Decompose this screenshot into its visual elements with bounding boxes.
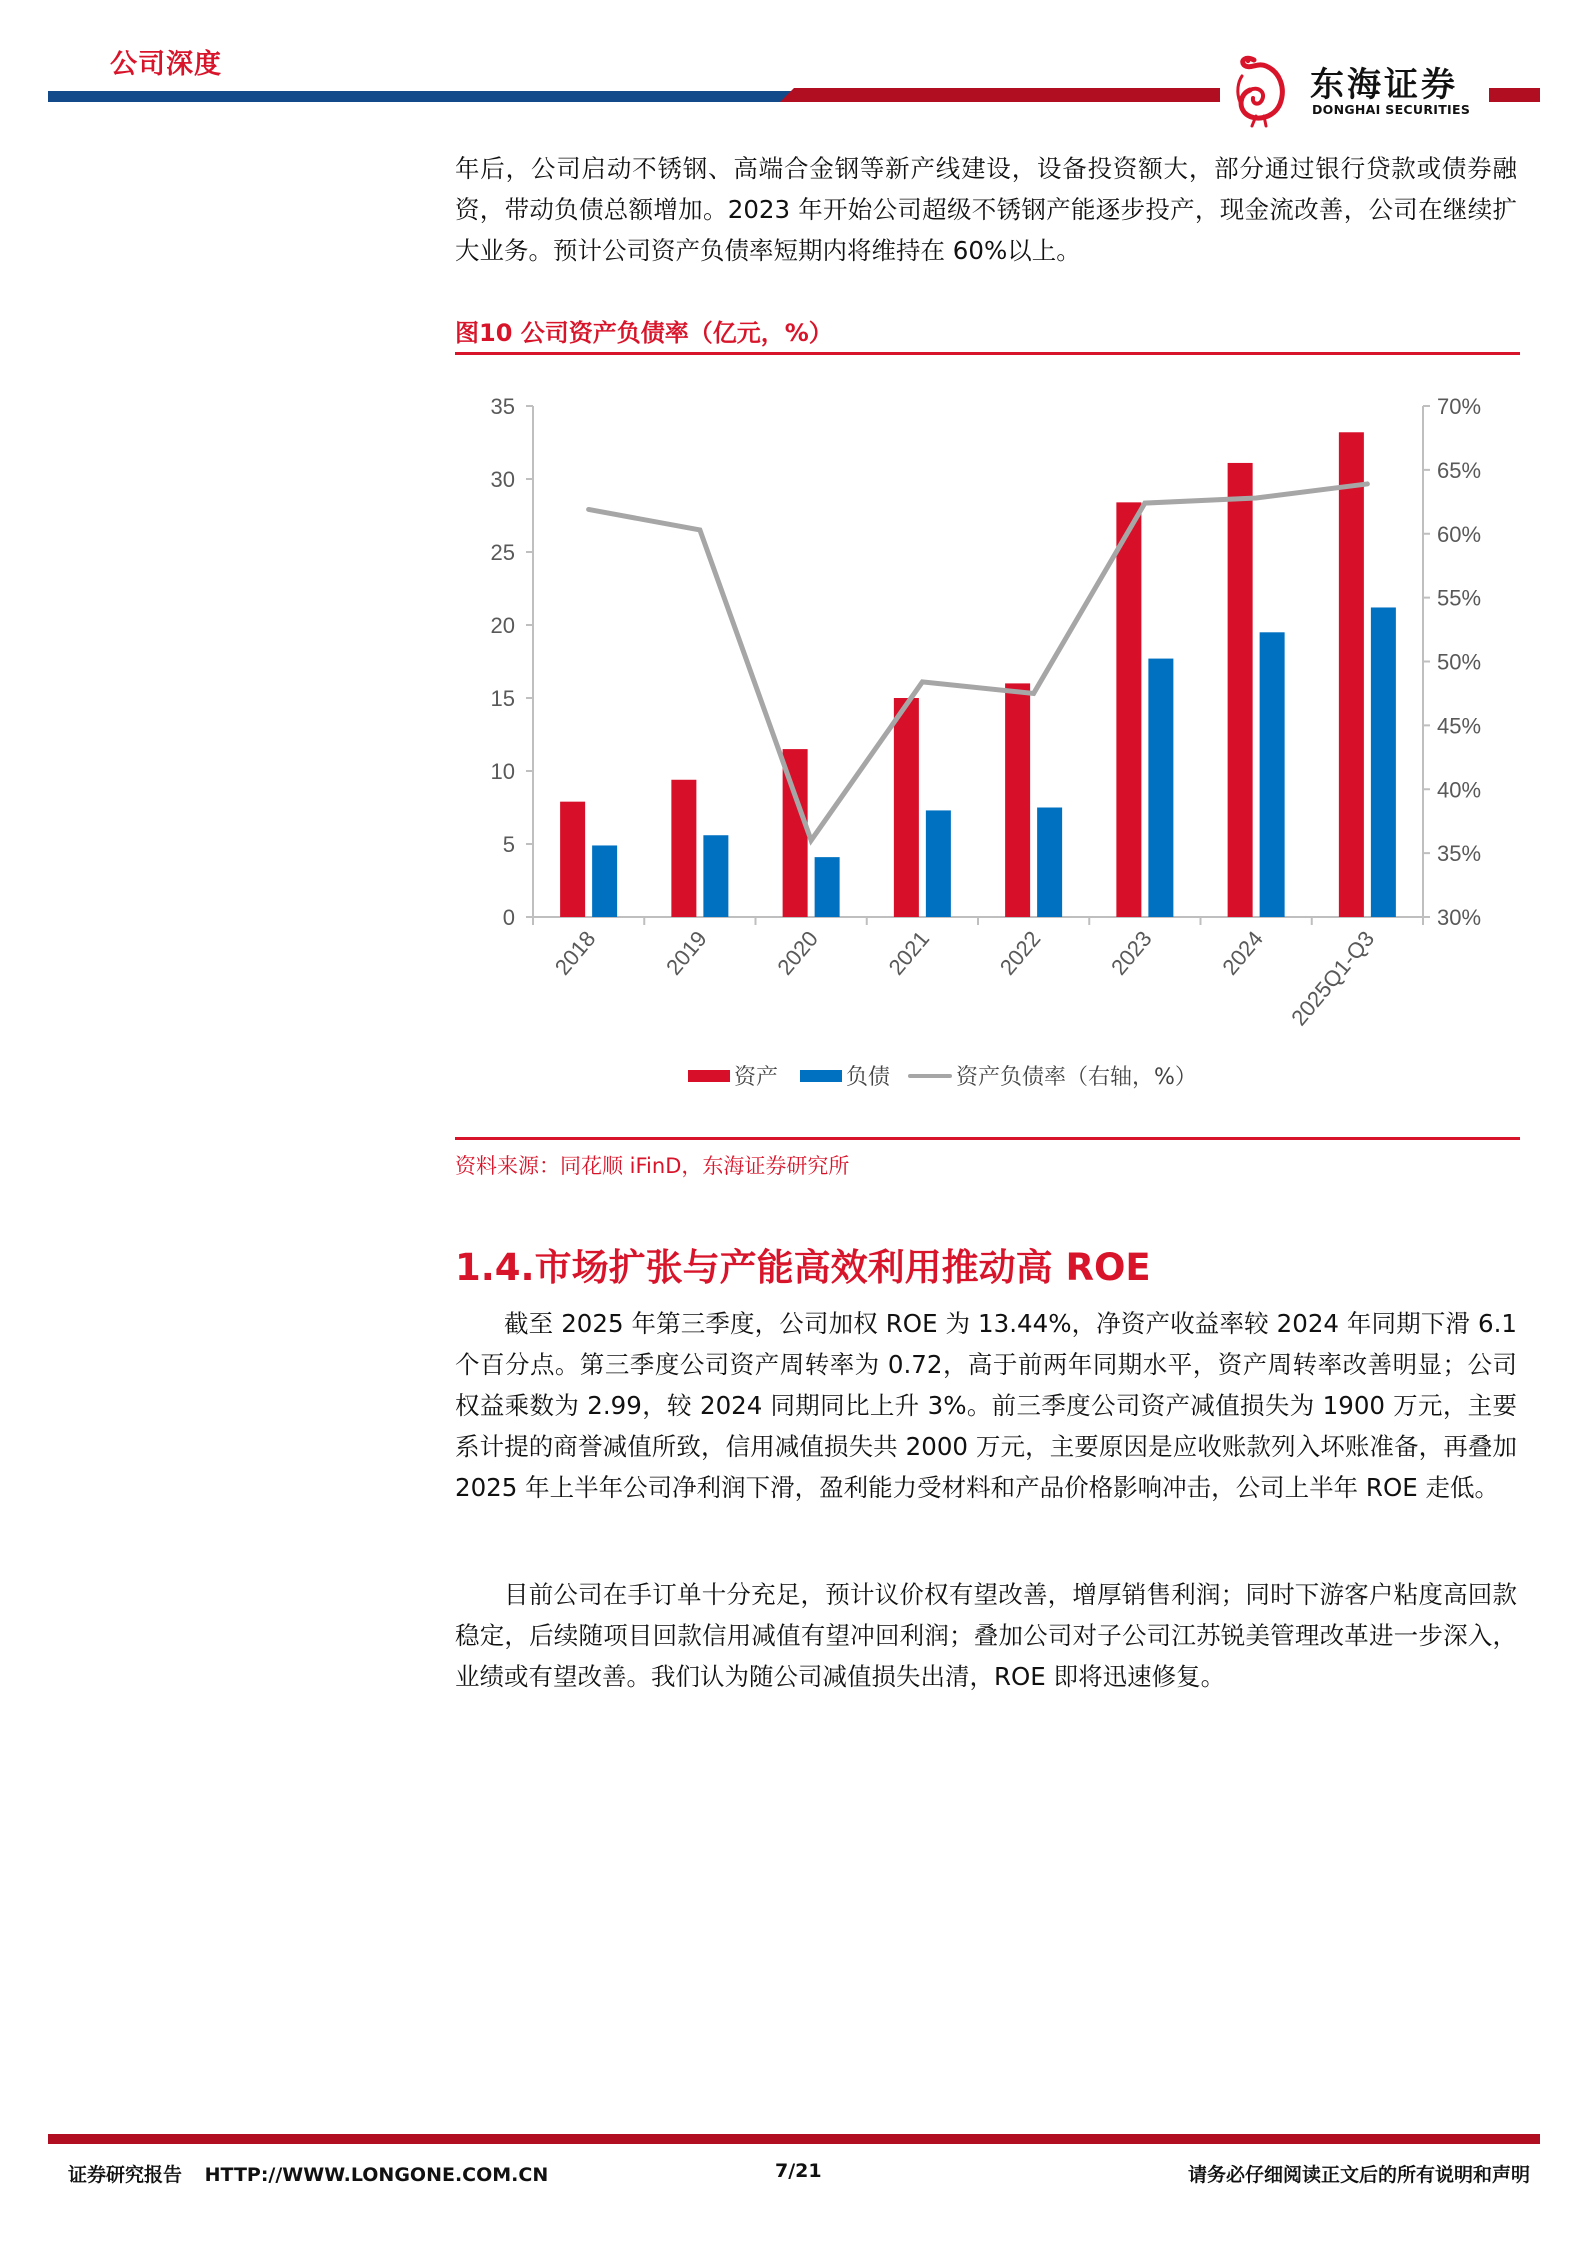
x-tick-label: 2020 — [772, 926, 823, 980]
donghai-logo — [1230, 52, 1485, 128]
right-tick-label: 40% — [1437, 777, 1482, 803]
section-paragraph-2: 目前公司在手订单十分充足，预计议价权有望改善，增厚销售利润；同时下游客户粘度高回款稳定，后续随项目回款信用减值有望冲回利润；叠加公司对子公司江苏锐美管理改革进一步深入，业绩或有望改善。我们认为随公司减值损失出清，ROE 即将迅速修复。 — [455, 1580, 1517, 1691]
left-tick-label: 5 — [502, 832, 515, 857]
header-bar-blue — [48, 91, 793, 102]
section-paragraph-1: 截至 2025 年第三季度，公司加权 ROE 为 13.44%，净资产收益率较 2024 年同期下滑 6.1 个百分点。第三季度公司资产周转率为 0.72，高于前两年同期水平，资产周转率改善明显；公司权益乘数为 2.99，较 2024 同期同比上升 3%。前三季度公司资产减值损失为 1900 万元，主要系计提的商誉减值所致，信用减值损失共 2000 万元，主要原因是应收账款列入坏账准备，再叠加 2025 年上半年公司净利润下滑，盈利能力受材料和产品价格影响冲击，公司上半年 ROE 走低。 — [455, 1309, 1517, 1502]
left-tick-label: 10 — [490, 759, 515, 784]
liability-bar — [1148, 659, 1173, 917]
liability-bar — [1037, 808, 1062, 918]
figure-top-rule — [455, 352, 1520, 355]
x-tick-label: 2018 — [549, 926, 601, 980]
left-tick-label: 20 — [490, 613, 515, 638]
x-tick-label: 2019 — [661, 926, 712, 980]
footer-bar — [48, 2134, 1540, 2144]
section-label: 公司深度 — [110, 49, 222, 80]
assets-swatch-icon — [688, 1070, 730, 1082]
legend-label: 资产负债率（右轴，%） — [956, 1065, 1197, 1090]
page-number: 7/21 — [775, 2160, 822, 2182]
x-tick-label: 2022 — [994, 926, 1046, 980]
liability-bar — [815, 857, 840, 917]
footer-left — [68, 2160, 548, 2187]
asset-bar — [1005, 683, 1030, 917]
header-bar-red — [780, 88, 1220, 102]
right-tick-label: 45% — [1437, 713, 1482, 739]
logo-chinese-name: 东海证券 — [1310, 65, 1458, 105]
line-swatch-icon — [908, 1074, 952, 1078]
x-tick-label: 2024 — [1217, 926, 1268, 980]
chart-legend — [0, 1060, 1588, 1100]
asset-bar — [1228, 463, 1253, 917]
right-tick-label: 35% — [1437, 841, 1482, 867]
legend-item-assets — [688, 1060, 778, 1091]
header-bar-red-right — [1489, 88, 1540, 102]
liability-bar — [926, 810, 951, 917]
figure-source: 资料来源：同花顺 iFinD，东海证券研究所 — [455, 1154, 850, 1178]
chart-plot — [455, 380, 1520, 1060]
logo-english-name: DONGHAI SECURITIES — [1312, 102, 1471, 117]
asset-bar — [1339, 432, 1364, 917]
asset-bar — [1116, 502, 1141, 917]
liability-bar — [1371, 607, 1396, 917]
legend-label: 资产 — [734, 1065, 779, 1090]
section-heading: 1.4.市场扩张与产能高效利用推动高 ROE — [455, 1246, 1151, 1289]
dragon-logo-icon — [1232, 52, 1302, 128]
asset-bar — [671, 780, 696, 917]
right-tick-label: 65% — [1437, 457, 1482, 483]
asset-bar — [560, 802, 585, 917]
liability-bar — [703, 835, 728, 917]
right-tick-label: 30% — [1437, 905, 1482, 930]
right-tick-label: 50% — [1437, 649, 1482, 675]
left-tick-label: 25 — [490, 540, 515, 565]
right-tick-label: 55% — [1437, 585, 1482, 611]
asset-liability-chart — [455, 380, 1520, 1110]
x-tick-label: 2023 — [1106, 926, 1157, 980]
figure-bottom-rule — [455, 1137, 1520, 1140]
left-tick-label: 30 — [490, 467, 515, 492]
liability-bar — [1260, 632, 1285, 917]
figure-title: 图10 公司资产负债率（亿元，%） — [455, 319, 833, 347]
legend-label: 负债 — [846, 1065, 891, 1090]
right-tick-label: 70% — [1437, 394, 1482, 419]
liabilities-swatch-icon — [800, 1070, 842, 1082]
right-tick-label: 60% — [1437, 521, 1482, 547]
left-tick-label: 0 — [502, 905, 515, 930]
x-tick-label: 2025Q1-Q3 — [1286, 926, 1380, 1031]
footer-doc-type: 证券研究报告 — [68, 2164, 183, 2186]
asset-bar — [894, 698, 919, 917]
footer-url-link[interactable]: HTTP://WWW.LONGONE.COM.CN — [204, 2164, 549, 2186]
left-tick-label: 35 — [490, 394, 515, 419]
left-tick-label: 15 — [490, 686, 515, 711]
liability-bar — [592, 845, 617, 917]
legend-item-liabilities — [800, 1060, 890, 1091]
legend-item-debt-ratio — [908, 1060, 1197, 1091]
footer-disclaimer: 请务必仔细阅读正文后的所有说明和声明 — [1187, 2164, 1530, 2186]
x-tick-label: 2021 — [883, 926, 935, 980]
intro-paragraph: 年后，公司启动不锈钢、高端合金钢等新产线建设，设备投资额大，部分通过银行贷款或债券融资，带动负债总额增加。2023 年开始公司超级不锈钢产能逐步投产，现金流改善，公司在继续扩大业务。预计公司资产负债率短期内将维持在 60%以上。 — [455, 154, 1517, 265]
